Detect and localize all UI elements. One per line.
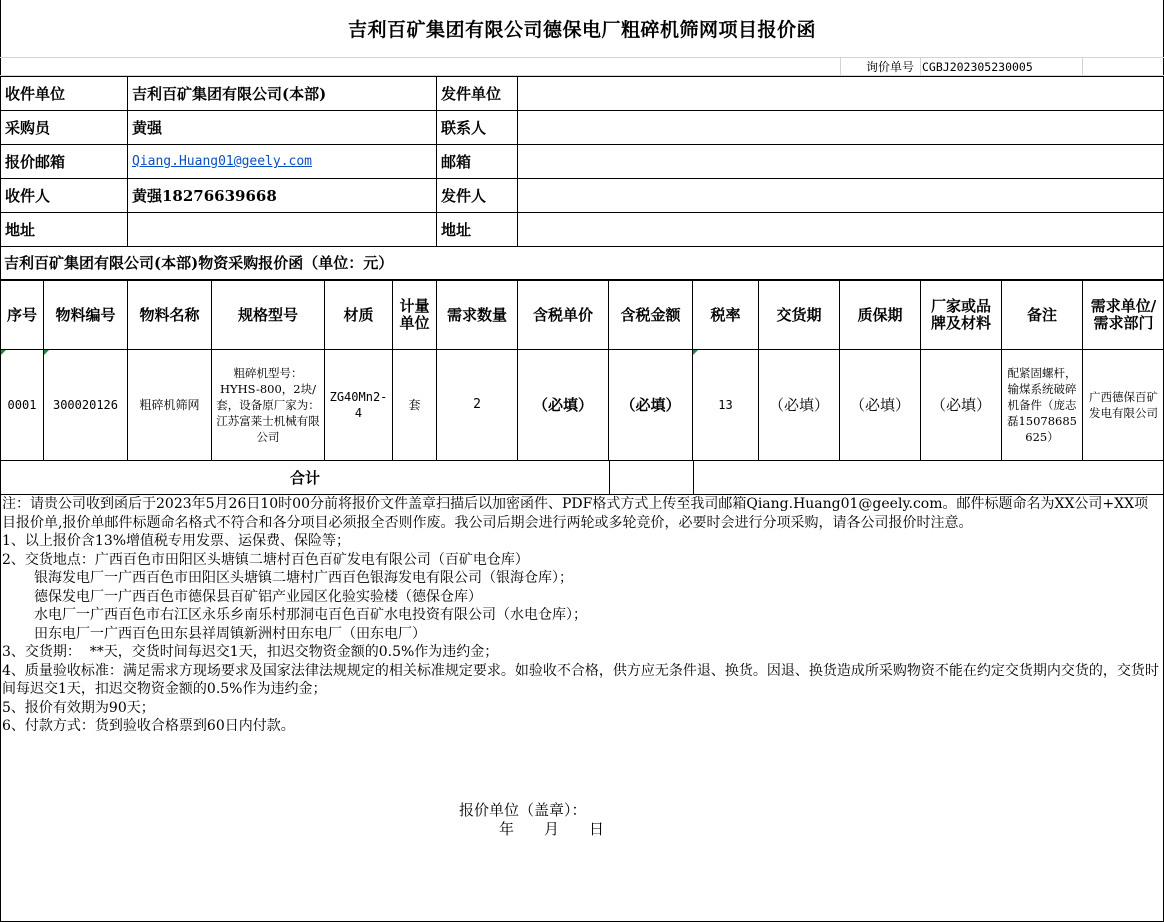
- info-row-recipient-unit: [1, 77, 1164, 111]
- info-label: 地址: [1, 213, 128, 247]
- info-label: 收件人: [1, 179, 128, 213]
- header-code: 物料编号: [44, 281, 128, 350]
- info-value[interactable]: [518, 213, 1164, 247]
- cell-dept[interactable]: 广西德保百矿发电有限公司: [1083, 350, 1164, 461]
- info-value[interactable]: 黄强18276639668: [128, 179, 437, 213]
- header-brand: 厂家或品牌及材料: [921, 281, 1002, 350]
- header-spec: 规格型号: [212, 281, 325, 350]
- total-row: [1, 461, 1164, 495]
- header-unit: 计量单位: [393, 281, 437, 350]
- total-table: [0, 460, 1164, 495]
- cell-seq[interactable]: 0001: [1, 350, 44, 461]
- info-table: [0, 76, 1164, 247]
- cell-unit[interactable]: 套: [393, 350, 437, 461]
- note-subitem: 银海发电厂一广西百色市田阳区头塘镇二塘村广西百色银海发电有限公司（银海仓库）；: [34, 570, 573, 586]
- info-row-buyer: [1, 111, 1164, 145]
- info-value[interactable]: 吉利百矿集团有限公司(本部): [128, 77, 437, 111]
- cell-qty[interactable]: 2: [437, 350, 518, 461]
- email-link[interactable]: Qiang.Huang01@geely.com: [132, 154, 313, 169]
- info-label: 采购员: [1, 111, 128, 145]
- header-warranty: 质保期: [840, 281, 921, 350]
- notes: [2, 495, 1160, 736]
- note-subitem: 水电厂一广西百色市右江区永乐乡南乐村那洞屯百色百矿水电投资有限公司（水电仓库）；: [34, 607, 587, 623]
- info-value[interactable]: [518, 145, 1164, 179]
- info-label: 报价邮箱: [1, 145, 128, 179]
- info-value[interactable]: [128, 145, 437, 179]
- cell-material[interactable]: ZG40Mn2-4: [325, 350, 393, 461]
- header-delivery: 交货期: [759, 281, 840, 350]
- cell-name[interactable]: 粗碎机筛网: [128, 350, 212, 461]
- header-amount: 含税金额: [609, 281, 693, 350]
- sign-unit: 报价单位（盖章）：: [459, 801, 587, 819]
- note-item: 3、交货期： **天，交货时间每迟交1天，扣迟交物资金额的0.5%作为违约金；: [2, 644, 499, 660]
- info-value[interactable]: 黄强: [128, 111, 437, 145]
- faint-gridline: [1082, 58, 1083, 76]
- page-title: 吉利百矿集团有限公司德保电厂粗碎机筛网项目报价函: [0, 0, 1164, 58]
- note-subitem: 田东电厂一广西百色田东县祥周镇新洲村田东电厂（田东电厂）: [34, 625, 426, 642]
- faint-gridline: [920, 58, 921, 76]
- cell-warranty[interactable]: （必填）: [840, 350, 921, 461]
- header-qty: 需求数量: [437, 281, 518, 350]
- info-row-address: [1, 213, 1164, 247]
- cell-code[interactable]: 300020126: [44, 350, 128, 461]
- section-title: 吉利百矿集团有限公司(本部)物资采购报价函（单位：元）: [0, 247, 1164, 280]
- info-value[interactable]: [128, 213, 437, 247]
- faint-gridline: [840, 58, 841, 76]
- sign-date: 年 月 日: [499, 820, 605, 838]
- notes-intro: 注：请贵公司收到函后于2023年5月26日10时00分前将报价文件盖章扫描后以加密函件、PDF格式方式上传至我司邮箱Qiang.Huang01@geely.com。邮件标题命名为XX公司+XX项目报价单,报价单邮件标题命名格式不符合和各分项目必须报全否则作废。我公司后期会进行两轮或多轮竞价，必要时会进行分项采购，请各公司报价时注意。: [2, 496, 1149, 531]
- info-label: 收件单位: [1, 77, 128, 111]
- info-value[interactable]: [518, 111, 1164, 145]
- info-label: 地址: [437, 213, 518, 247]
- cell-unit-price[interactable]: （必填）: [518, 350, 609, 461]
- total-amount[interactable]: [610, 461, 694, 495]
- header-tax: 税率: [693, 281, 759, 350]
- table-row: [1, 350, 1164, 461]
- note-item: 2、交货地点：广西百色市田阳区头塘镇二塘村百色百矿发电有限公司（百矿电仓库）: [2, 551, 529, 568]
- items-table: [0, 280, 1164, 461]
- info-label: 发件单位: [437, 77, 518, 111]
- info-value[interactable]: [518, 179, 1164, 213]
- total-label: 合计: [1, 461, 610, 495]
- header-seq: 序号: [1, 281, 44, 350]
- info-row-recipient: [1, 179, 1164, 213]
- note-item: 6、付款方式：货到验收合格票到60日内付款。: [2, 718, 295, 734]
- cell-amount[interactable]: （必填）: [609, 350, 693, 461]
- cell-remark[interactable]: 配紧固螺杆，输煤系统破碎机备件（庞志磊15078685625）: [1002, 350, 1083, 461]
- note-item: 1、以上报价含13%增值税专用发票、运保费、保险等；: [2, 533, 351, 549]
- header-material: 材质: [325, 281, 393, 350]
- cell-spec[interactable]: 粗碎机型号：HYHS-800，2块/套，设备原厂家为：江苏富莱士机械有限公司: [212, 350, 325, 461]
- table-header-row: [1, 281, 1164, 350]
- header-unit-price: 含税单价: [518, 281, 609, 350]
- header-dept: 需求单位/需求部门: [1083, 281, 1164, 350]
- info-row-email: [1, 145, 1164, 179]
- header-remark: 备注: [1002, 281, 1083, 350]
- info-label: 发件人: [437, 179, 518, 213]
- note-subitem: 德保发电厂一广西百色市德保县百矿铝产业园区化验实验楼（德保仓库）: [34, 588, 482, 605]
- cell-tax[interactable]: 13: [693, 350, 759, 461]
- info-label: 邮箱: [437, 145, 518, 179]
- inquiry-number: CGBJ202305230005: [922, 60, 1033, 74]
- note-item: 5、报价有效期为90天；: [2, 699, 155, 716]
- info-label: 联系人: [437, 111, 518, 145]
- total-blank: [694, 461, 1164, 495]
- info-value[interactable]: [518, 77, 1164, 111]
- header-name: 物料名称: [128, 281, 212, 350]
- inquiry-label: 询价单号: [866, 60, 915, 74]
- note-item: 4、质量验收标准：满足需求方现场要求及国家法律法规规定的相关标准规定要求。如验收不合格，供方应无条件退、换货。因退、换货造成所采购物资不能在约定交货期内交货的，交货时间每迟交1天，扣迟交物资金额的0.5%作为违约金；: [2, 662, 1159, 697]
- cell-delivery[interactable]: （必填）: [759, 350, 840, 461]
- cell-brand[interactable]: （必填）: [921, 350, 1002, 461]
